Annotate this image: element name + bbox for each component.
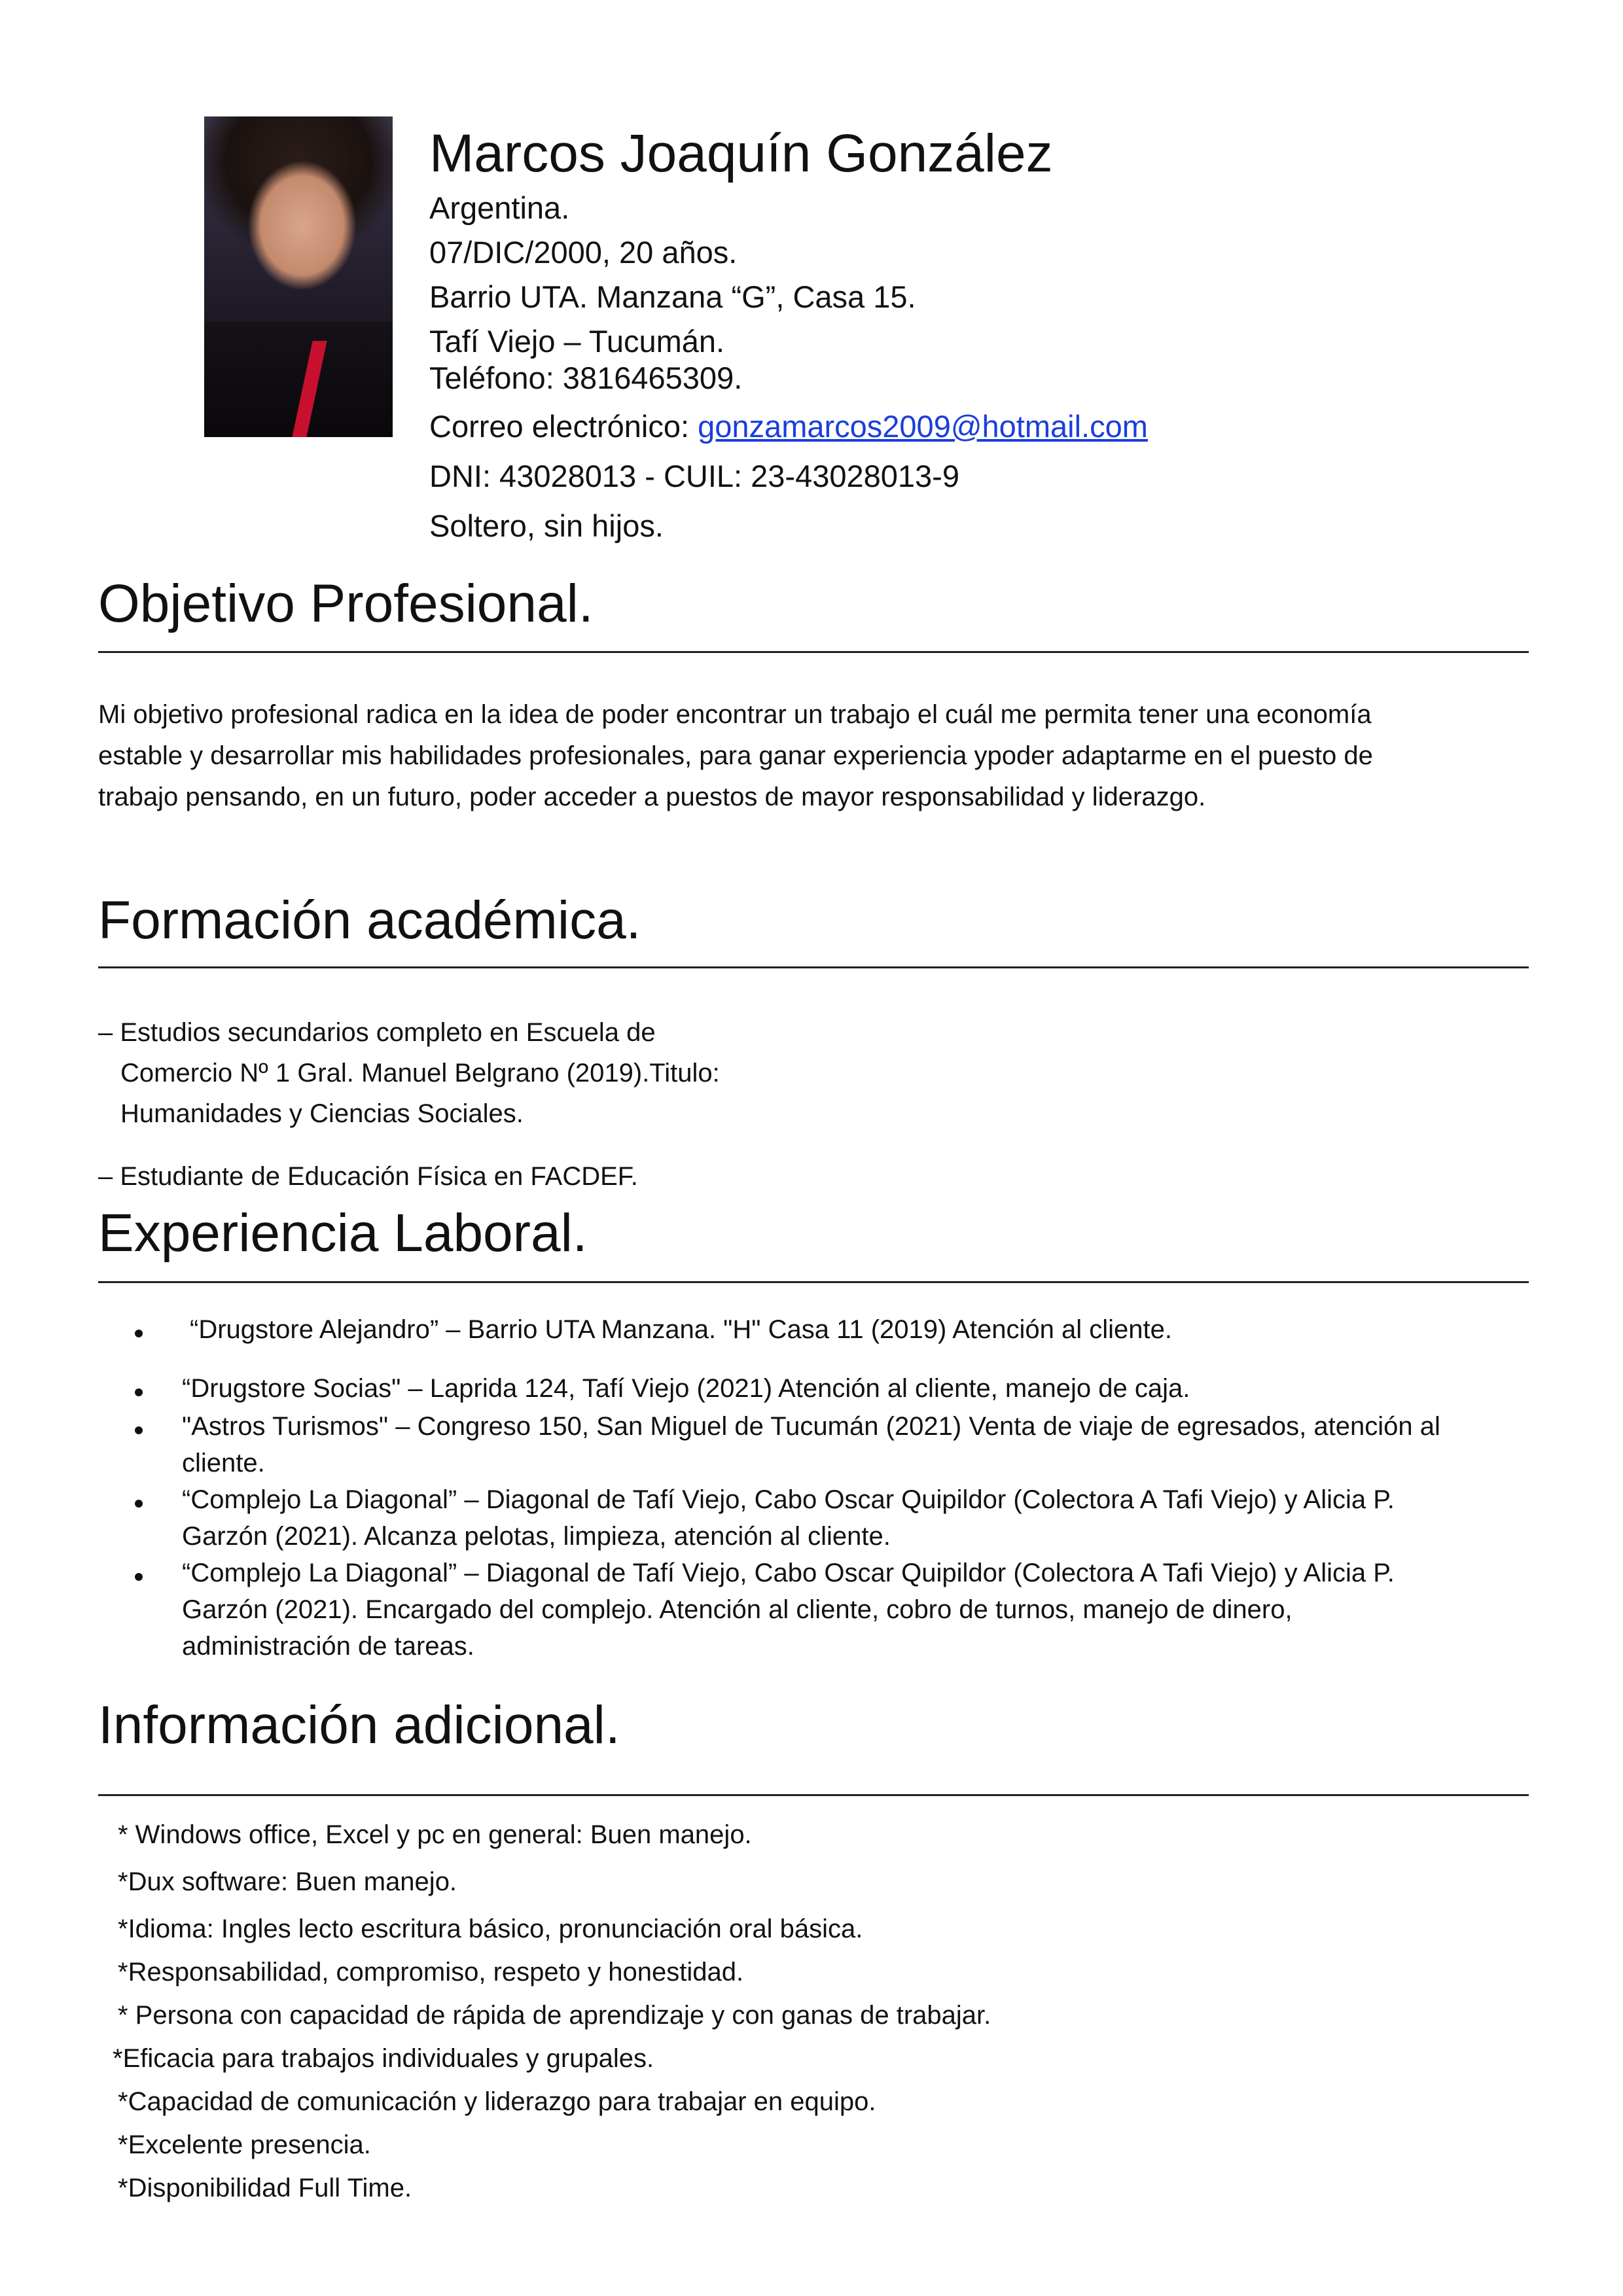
adicional-item: * Persona con capacidad de rápida de aprendizaje y con ganas de trabajar. (118, 2001, 991, 2030)
section-title-objetivo: Objetivo Profesional. (98, 574, 594, 633)
formacion-item: – Estudios secundarios completo en Escuela de (98, 1018, 656, 1047)
candidate-name: Marcos Joaquín González (429, 124, 1053, 183)
adicional-item: *Capacidad de comunicación y liderazgo para trabajar en equipo. (118, 2087, 876, 2116)
section-title-adicional: Información adicional. (98, 1695, 620, 1755)
experiencia-item-cont: cliente. (182, 1449, 265, 1477)
phone: Teléfono: 3816465309. (429, 361, 743, 395)
bullet (135, 1500, 143, 1508)
adicional-item: *Dux software: Buen manejo. (118, 1867, 457, 1896)
section-divider (98, 1794, 1529, 1796)
objetivo-line: estable y desarrollar mis habilidades profesionales, para ganar experiencia ypoder adaptarme en el puesto de (98, 741, 1373, 770)
formacion-item-cont: Comercio Nº 1 Gral. Manuel Belgrano (2019).Titulo: (120, 1059, 720, 1087)
section-divider (98, 1281, 1529, 1283)
adicional-item: *Disponibilidad Full Time. (118, 2174, 412, 2202)
experiencia-item: "Astros Turismos" – Congreso 150, San Miguel de Tucumán (2021) Venta de viaje de egresados, atención al (182, 1412, 1440, 1441)
address-line: Barrio UTA. Manzana “G”, Casa 15. (429, 279, 916, 314)
experiencia-item: “Complejo La Diagonal” – Diagonal de Tafí Viejo, Cabo Oscar Quipildor (Colectora A Tafi Viejo) y Alicia P. (182, 1485, 1395, 1514)
adicional-item: *Eficacia para trabajos individuales y grupales. (113, 2044, 654, 2073)
experiencia-item-cont: administración de tareas. (182, 1632, 474, 1661)
experiencia-item: “Drugstore Alejandro” – Barrio UTA Manzana. "H" Casa 11 (2019) Atención al cliente. (190, 1315, 1172, 1344)
adicional-item: *Excelente presencia. (118, 2130, 371, 2159)
experiencia-item-cont: Garzón (2021). Alcanza pelotas, limpieza, atención al cliente. (182, 1522, 891, 1551)
experiencia-item: “Drugstore Socias" – Laprida 124, Tafí Viejo (2021) Atención al cliente, manejo de caja. (182, 1374, 1190, 1403)
birth-date-age: 07/DIC/2000, 20 años. (429, 235, 738, 270)
bullet (135, 1426, 143, 1434)
email-link[interactable]: gonzamarcos2009@hotmail.com (698, 409, 1148, 444)
civil-status: Soltero, sin hijos. (429, 508, 664, 543)
dni-cuil: DNI: 43028013 - CUIL: 23-43028013-9 (429, 459, 959, 493)
bullet (135, 1573, 143, 1581)
objetivo-line: trabajo pensando, en un futuro, poder acceder a puestos de mayor responsabilidad y liderazgo. (98, 783, 1206, 811)
section-divider (98, 651, 1529, 653)
adicional-item: * Windows office, Excel y pc en general: Buen manejo. (118, 1820, 752, 1849)
section-title-experiencia: Experiencia Laboral. (98, 1203, 588, 1263)
objetivo-line: Mi objetivo profesional radica en la idea de poder encontrar un trabajo el cuál me permita tener una economía (98, 700, 1372, 729)
profile-photo (204, 116, 393, 437)
email-label: Correo electrónico: (429, 409, 698, 444)
adicional-item: *Idioma: Ingles lecto escritura básico, pronunciación oral básica. (118, 1915, 863, 1943)
bullet (135, 1388, 143, 1396)
formacion-item: – Estudiante de Educación Física en FACDEF. (98, 1162, 638, 1191)
email-line (429, 408, 1148, 444)
experiencia-item-cont: Garzón (2021). Encargado del complejo. Atención al cliente, cobro de turnos, manejo de dinero, (182, 1595, 1293, 1624)
country: Argentina. (429, 190, 570, 225)
city-line: Tafí Viejo – Tucumán. (429, 324, 725, 359)
experiencia-item: “Complejo La Diagonal” – Diagonal de Tafí Viejo, Cabo Oscar Quipildor (Colectora A Tafi Viejo) y Alicia P. (182, 1559, 1395, 1587)
section-divider (98, 966, 1529, 968)
formacion-item-cont: Humanidades y Ciencias Sociales. (120, 1099, 524, 1128)
section-title-formacion: Formación académica. (98, 891, 641, 950)
adicional-item: *Responsabilidad, compromiso, respeto y honestidad. (118, 1958, 744, 1987)
bullet (135, 1330, 143, 1337)
